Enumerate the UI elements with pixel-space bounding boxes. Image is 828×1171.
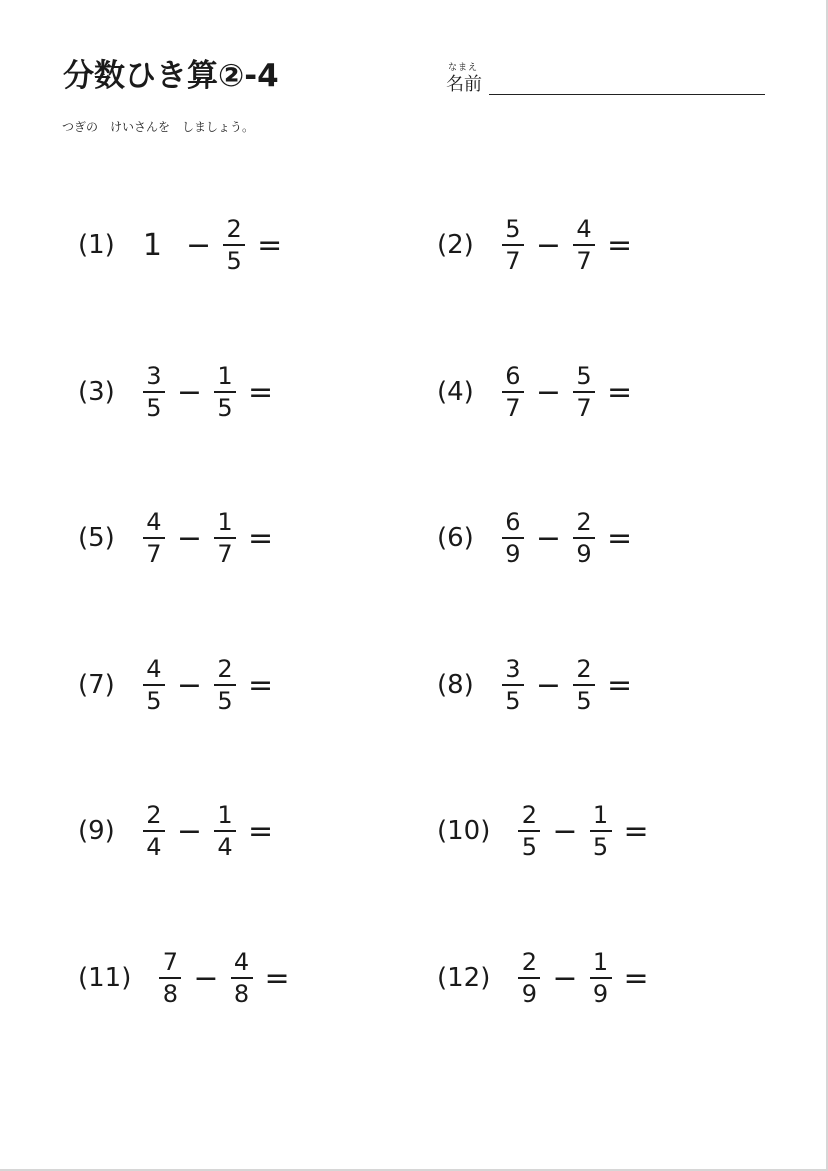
fraction-a (502, 510, 524, 566)
numerator: 1 (217, 508, 233, 536)
name-field[interactable] (446, 60, 766, 100)
minus-sign: − (535, 667, 561, 703)
denominator: 5 (592, 833, 609, 861)
numerator: 5 (505, 215, 521, 243)
equals-sign: = (623, 813, 649, 849)
problem-number: (9) (78, 816, 115, 846)
denominator: 5 (505, 687, 521, 715)
denominator: 5 (521, 833, 538, 861)
denominator: 5 (146, 687, 162, 715)
equals-sign: = (247, 374, 274, 410)
denominator: 9 (521, 980, 538, 1008)
denominator: 7 (217, 540, 233, 568)
fraction-bar (223, 244, 245, 246)
numerator: 2 (521, 948, 538, 976)
numerator: 1 (217, 801, 233, 829)
minus-sign: − (535, 520, 561, 556)
numerator: 2 (146, 801, 162, 829)
fraction-bar (143, 684, 165, 686)
numerator: 3 (505, 655, 521, 683)
equals-sign: = (606, 227, 633, 263)
fraction-bar (573, 537, 595, 539)
problem-item (78, 215, 282, 275)
fraction-bar (502, 391, 524, 393)
fraction-bar (143, 830, 165, 832)
problem-number: (4) (437, 377, 474, 407)
fraction-b (573, 217, 595, 273)
minus-sign: − (176, 813, 202, 849)
denominator: 8 (233, 980, 250, 1008)
denominator: 5 (146, 394, 162, 422)
problem-item (437, 655, 632, 715)
numerator: 6 (505, 508, 521, 536)
problem-number: (7) (78, 670, 115, 700)
fraction-bar (590, 830, 612, 832)
fraction-a (518, 950, 540, 1006)
problem-number: (8) (437, 670, 474, 700)
minus-sign: − (176, 667, 202, 703)
problem-number: (1) (78, 230, 115, 260)
equals-sign: = (247, 667, 274, 703)
numerator: 4 (146, 508, 162, 536)
equals-sign: = (606, 520, 633, 556)
problem-number: (6) (437, 523, 474, 553)
fraction-bar (502, 684, 524, 686)
equals-sign: = (257, 227, 283, 263)
equals-sign: = (247, 813, 274, 849)
equals-sign: = (247, 520, 274, 556)
name-underline[interactable] (489, 94, 765, 95)
fraction-bar (502, 537, 524, 539)
denominator: 7 (146, 540, 162, 568)
problem-item (78, 655, 273, 715)
denominator: 5 (217, 394, 233, 422)
fraction-b (214, 657, 236, 713)
fraction-b (214, 803, 236, 859)
fraction-bar (159, 977, 181, 979)
numerator: 1 (217, 362, 233, 390)
fraction-b (573, 364, 595, 420)
numerator: 1 (592, 948, 609, 976)
numerator: 3 (146, 362, 162, 390)
fraction-bar (214, 684, 236, 686)
problem-item (437, 948, 649, 1008)
denominator: 8 (162, 980, 179, 1008)
denominator: 7 (505, 394, 521, 422)
denominator: 9 (505, 540, 521, 568)
problem-item (437, 508, 632, 568)
numerator: 1 (592, 801, 609, 829)
problem-item (78, 508, 273, 568)
problem-item (78, 801, 273, 861)
fraction-bar (214, 830, 236, 832)
fraction-b (214, 510, 236, 566)
problem-number: (3) (78, 377, 115, 407)
minus-sign: − (176, 374, 202, 410)
denominator: 5 (576, 687, 592, 715)
fraction-b (573, 510, 595, 566)
numerator: 2 (521, 801, 538, 829)
problem-number: (2) (437, 230, 474, 260)
denominator: 7 (576, 394, 592, 422)
fraction-bar (518, 830, 540, 832)
numerator: 2 (576, 655, 592, 683)
numerator: 4 (576, 215, 592, 243)
fraction-bar (573, 244, 595, 246)
equals-sign: = (606, 667, 633, 703)
fraction-b (573, 657, 595, 713)
minus-sign: − (535, 374, 561, 410)
fraction-a (143, 364, 165, 420)
whole-number: 1 (142, 227, 162, 263)
denominator: 5 (217, 687, 233, 715)
fraction-b (223, 217, 245, 273)
denominator: 9 (592, 980, 609, 1008)
fraction-bar (214, 537, 236, 539)
fraction-a (502, 217, 524, 273)
numerator: 2 (217, 655, 233, 683)
minus-sign: − (552, 813, 578, 849)
equals-sign: = (264, 960, 290, 996)
fraction-bar (143, 537, 165, 539)
numerator: 4 (146, 655, 162, 683)
minus-sign: − (185, 227, 212, 263)
problem-number: (12) (437, 963, 491, 993)
name-ruby: なまえ (448, 63, 479, 73)
numerator: 4 (233, 948, 250, 976)
fraction-bar (573, 684, 595, 686)
fraction-bar (214, 391, 236, 393)
fraction-bar (143, 391, 165, 393)
fraction-bar (590, 977, 612, 979)
fraction-b (590, 803, 612, 859)
problem-item (437, 801, 649, 861)
fraction-b (231, 950, 253, 1006)
fraction-b (590, 950, 612, 1006)
fraction-bar (518, 977, 540, 979)
equals-sign: = (623, 960, 649, 996)
problem-number: (10) (437, 816, 491, 846)
name-label: 名前 (446, 74, 482, 95)
problem-number: (11) (78, 963, 132, 993)
numerator: 2 (576, 508, 592, 536)
fraction-a (143, 510, 165, 566)
denominator: 4 (217, 833, 233, 861)
denominator: 9 (576, 540, 592, 568)
minus-sign: − (552, 960, 578, 996)
fraction-bar (502, 244, 524, 246)
denominator: 7 (576, 247, 592, 275)
numerator: 2 (226, 215, 242, 243)
fraction-bar (231, 977, 253, 979)
fraction-a (502, 364, 524, 420)
worksheet-title: 分数ひき算②-4 (63, 58, 279, 94)
equals-sign: = (606, 374, 633, 410)
fraction-b (214, 364, 236, 420)
minus-sign: − (535, 227, 561, 263)
problem-number: (5) (78, 523, 115, 553)
numerator: 5 (576, 362, 592, 390)
denominator: 5 (226, 247, 242, 275)
problem-item (437, 215, 632, 275)
minus-sign: − (193, 960, 219, 996)
fraction-a (159, 950, 181, 1006)
fraction-a (502, 657, 524, 713)
denominator: 7 (505, 247, 521, 275)
problem-item (78, 948, 290, 1008)
problem-item (78, 362, 273, 422)
numerator: 6 (505, 362, 521, 390)
fraction-bar (573, 391, 595, 393)
instruction-text: つぎの けいさんを しましょう。 (62, 120, 255, 134)
problem-item (437, 362, 632, 422)
minus-sign: − (176, 520, 202, 556)
fraction-a (143, 657, 165, 713)
fraction-a (143, 803, 165, 859)
fraction-a (518, 803, 540, 859)
denominator: 4 (146, 833, 162, 861)
numerator: 7 (162, 948, 179, 976)
